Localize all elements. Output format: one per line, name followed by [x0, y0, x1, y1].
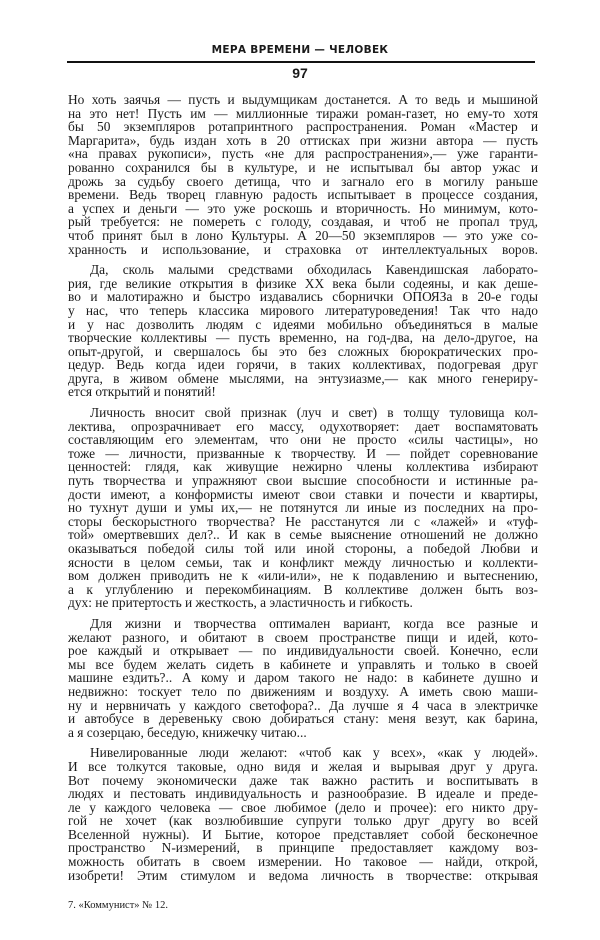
text-line: ется открытий и понятий! [68, 384, 216, 400]
text-line: дрожь за судьбу своего детища, что и загнало его в могилу раньше [68, 173, 538, 189]
text-line: желают разного, и обитают в своем пространстве пищи и идей, кото- [68, 629, 538, 645]
text-line: дух: не притертость и жесткость, а эластичность и гибкость. [68, 595, 413, 611]
text-line: творческие коллективы — пусть временно, на год-два, на дело-другое, на [68, 330, 538, 346]
text-line: ну и нервничать у каждого светофора?.. Да лучше я 4 часа в электричке [68, 697, 538, 713]
text-line: можность обитать в своем измерении. Но таковое — найди, открой, [68, 854, 538, 870]
running-title: МЕРА ВРЕМЕНИ — ЧЕЛОВЕК [211, 44, 389, 56]
text-line: чтоб принят был в лоно Культуры. А 20—50 экземпляров — это уже со- [68, 227, 538, 243]
text-line: рый требуется: не помереть с голоду, создавая, и чтоб не пропал труд, [68, 214, 538, 230]
text-line: рованно сохранился бы в культуре, и не испытывал бы автор ужас и [68, 159, 538, 175]
text-line: «на правах рукописи», пусть «не для распространения»,— уже гаранти- [68, 146, 538, 162]
text-line: на это нет! Пусть им — миллионные тиражи роман-газет, но ему-то хотя [68, 105, 538, 121]
text-line: изобрети! Этим стимулом и ведома личность в творчестве: открывая [68, 867, 538, 883]
paragraph [68, 617, 538, 739]
text-line: той» омертвевших дел?.. И как в семье выяснение отношений не должно [68, 527, 538, 543]
text-line: мы все будем желать сидеть в кабинете и управлять и только в своей [68, 656, 538, 672]
text-line: бы 50 экземпляров ротапринтного распространения. Роман «Мастер и [68, 119, 538, 135]
text-line: людях и пестовать индивидуальность и разнообразие. В идеале и преде- [68, 786, 538, 802]
text-line: Для жизни и творчества оптимален вариант, когда все разные и [90, 615, 538, 631]
text-line: Да, сколь малыми средствами обходилась Кавендишская лаборато- [90, 262, 538, 278]
text-line: Вот почему экономически даже так важно растить и воспитывать в [68, 772, 538, 788]
header-rule [67, 61, 535, 63]
text-line: и у нас дозволить людям с идеями мобильно объединяться в малые [68, 316, 538, 332]
text-line: опыт-другой, и свершалось бы это без сложных бюрократических про- [68, 343, 538, 359]
text-line: путь творчества и упражняют свои высшие способности и истинные ра- [68, 473, 538, 489]
text-line: хранность и использование, и страховка от интеллектуальных воров. [68, 241, 538, 257]
text-line: Нивелированные люди желают: «чтоб как у всех», «как у людей». [90, 745, 538, 761]
text-line: и автобусе в деревеньку свою добираться стану: меня везут, как барина, [68, 711, 538, 727]
page-number: 97 [292, 65, 308, 81]
text-line: сторы бескорыстного творчества? Не расстанутся ли с «лажей» и «туф- [68, 513, 538, 529]
text-line: оказываться победой силы той или иной стороны, а победой Любви и [68, 541, 538, 556]
text-line: гой не хочет (как возлюбившие супруги только друг другу во всей [68, 813, 538, 829]
text-line: цедур. Ведь когда идеи горячи, в таких коллективах, подогревая друг [68, 357, 538, 373]
text-line: у нас, что теперь классика мирового литературоведения! Так что надо [68, 302, 538, 318]
paragraph [68, 263, 538, 399]
text-line: недвижно: тоскует тело по движениям и воздуху. А иметь свою маши- [68, 683, 538, 699]
text-line: но тухнут души и умы их,— не потянутся ли иные из последних на про- [68, 500, 538, 516]
text-line: Но хоть заячья — пусть и выдумщикам достанется. А то ведь и мышиной [68, 92, 538, 107]
footnote: 7. «Коммунист» № 12. [68, 900, 168, 911]
text-line: лектива, опрозрачнивает его массу, одухотворяет: дает воспамятовать [68, 418, 538, 434]
text-line: а я созерцаю, беседую, книжечку читаю... [68, 724, 307, 740]
text-line: рия, где великие открытия в физике XX века были содеяны, и как деше- [68, 275, 538, 291]
text-line: Маргарита», будь издан хоть в 20 оттисках при жизни автора — пусть [68, 132, 538, 148]
text-line: а к углублению и перекомбинациям. В коллективе должен быть воз- [68, 581, 538, 597]
text-line: машине ездить?.. А кому и даром такого не надо: в кабинете душно и [68, 670, 538, 686]
text-line: Вселенной нужны). И Бытие, которое представляет собой бесконечное [68, 826, 538, 842]
text-line: Личность вносит свой признак (луч и свет) в толщу туловища кол- [90, 405, 538, 421]
text-line: пространство N-измерений, в принципе предоставляет каждому воз- [68, 840, 538, 856]
text-line: ценностей: глядя, как живущие нежирно члены коллектива избирают [68, 459, 538, 475]
text-line: времени. Ведь творец главную радость испытывает в процессе создания, [68, 187, 538, 203]
text-line: И все толкутся таковые, одно видя и желая и вырывая друг у друга. [68, 758, 538, 774]
text-line: во и малотиражно и быстро издавались сборнички ОПОЯЗа в 20-е годы [68, 289, 538, 305]
text-line: дости имеют, а конформисты имеют свои ставки и почести и квартиры, [68, 486, 538, 502]
paragraph [68, 746, 538, 882]
body-text [68, 93, 538, 889]
text-line: ясности в целом семьи, так и конфликт между личностью и коллекти- [68, 554, 538, 570]
text-line: тоже — личности, призванные к творчеству. И — пойдет соревнование [68, 445, 538, 461]
paragraph [68, 406, 538, 610]
paragraph [68, 93, 538, 256]
text-line: составляющим его элементам, что они не просто «силы частицы», но [68, 432, 538, 448]
text-line: а успех и деньги — это уже роскошь и вторичность. Но минимум, кото- [68, 200, 538, 216]
text-line: вом должен приводить не к «или-или», не к подавлению и вытеснению, [68, 568, 538, 584]
text-line: ле у каждого человека — свое любимое (дело и прочее): его никто дру- [68, 799, 538, 815]
text-line: рое каждый и открывает — по индивидуальности своей. Конечно, если [68, 643, 538, 659]
text-line: друга, в живом обмене мыслями, на энтузиазме,— как много генериру- [68, 370, 538, 386]
